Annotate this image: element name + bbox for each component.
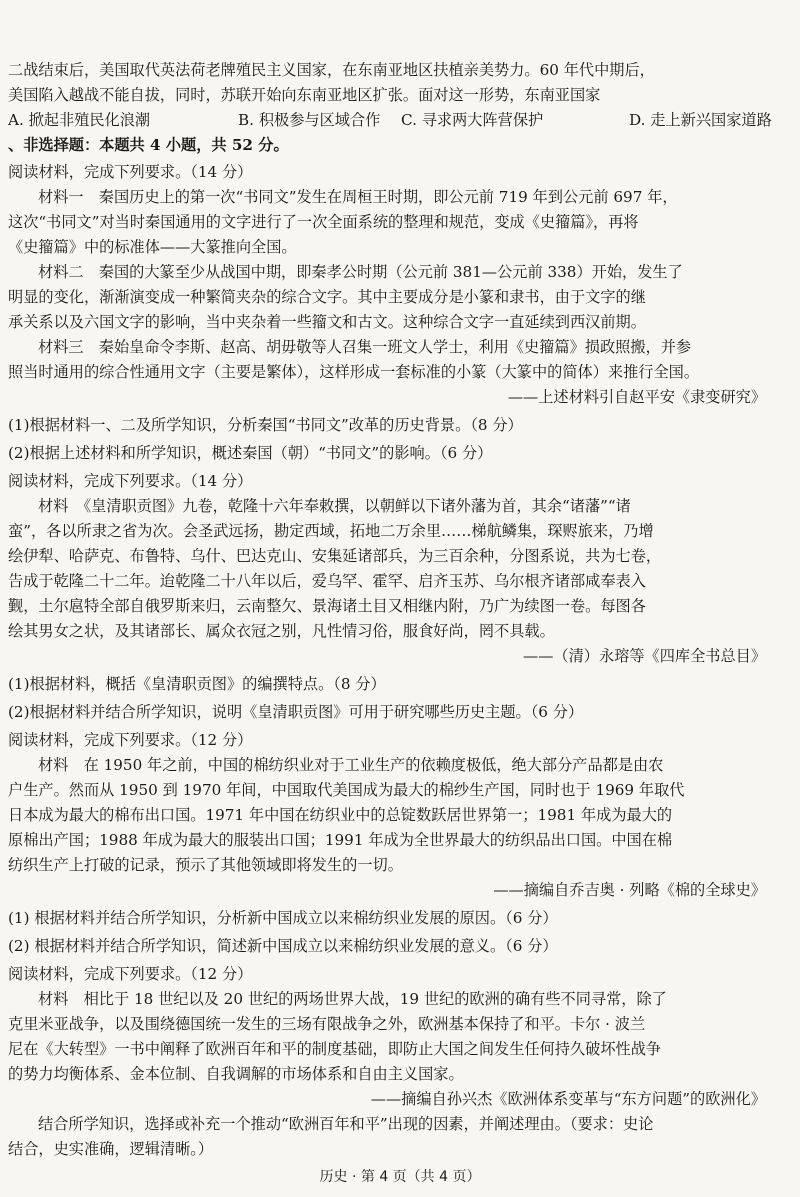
material-source: ——摘编自孙兴杰《欧洲体系变革与“东方问题”的欧洲化》: [370, 1090, 766, 1108]
material-line: 材料二 秦国的大篆至少从战国中期，即秦孝公时期（公元前 381—公元前 338）开始，发生了: [38, 263, 683, 281]
material-line: 告成于乾隆二十二年。迨乾隆二十八年以后，爱乌罕、霍罕、启齐玉苏、乌尔根齐诸部咸奉表入: [8, 572, 646, 590]
question-intro: 阅读材料，完成下列要求。（14 分）: [8, 472, 253, 490]
material-line: 这次“书同文”对当时秦国通用的文字进行了一次全面系统的整理和规范，变成《史籀篇》，再将: [8, 213, 639, 231]
option-a: A. 掀起非殖民化浪潮: [8, 111, 151, 129]
question-intro: 阅读材料，完成下列要求。（14 分）: [8, 163, 253, 181]
material-line: 日本成为最大的棉布出口国。1971 年中国在纺织业中的总锭数跃居世界第一；1981 年成为最大的: [8, 806, 673, 824]
material-line: 克里米亚战争，以及围绕德国统一发生的三场有限战争之外，欧洲基本保持了和平。卡尔 · 波兰: [8, 1015, 646, 1033]
answer-options: [8, 108, 774, 133]
material-line: 材料三 秦始皇命令李斯、赵高、胡毋敬等人召集一班文人学士，利用《史籀篇》损政照搬，并参: [38, 338, 692, 356]
option-b: B. 积极参与区域合作: [238, 111, 381, 129]
material-line: 绘伊犁、哈萨克、布鲁特、乌什、巴达克山、安集延诸部兵，为三百余种，分图系说，共为七卷，: [8, 547, 662, 565]
material-line: 材料 在 1950 年之前，中国的棉纺织业对于工业生产的依赖度极低，绝大部分产品都是由农: [38, 756, 664, 774]
material-line: 觐，土尔扈特全部自俄罗斯来归，云南整欠、景海诸土目又相继内附，乃广为续图一卷。每图各: [8, 597, 646, 615]
material-line: 纺织生产上打破的记录，预示了其他领域即将发生的一切。: [8, 856, 403, 874]
question-block-4: [8, 962, 774, 1162]
sub-question: 结合所学知识，选择或补充一个推动“欧洲百年和平”出现的因素，并阐述理由。（要求：史论: [38, 1115, 654, 1133]
material-line: 材料 相比于 18 世纪以及 20 世纪的两场世界大战，19 世纪的欧洲的确有些不同寻常，除了: [38, 990, 667, 1008]
sub-question: (2)根据上述材料和所学知识，概述秦国（朝）“书同文”的影响。（6 分）: [8, 444, 493, 462]
question-block-1: [8, 160, 774, 466]
sub-question: (1)根据材料，概括《皇清职贡图》的编撰特点。（8 分）: [8, 675, 386, 693]
option-c: C. 寻求两大阵营保护: [401, 111, 544, 129]
multiple-choice-question: [8, 58, 774, 133]
material-line: 原棉出产国；1988 年成为最大的服装出口国；1991 年成为全世界最大的纺织品出口国。中国在棉: [8, 831, 673, 849]
option-d: D. 走上新兴国家道路: [629, 111, 772, 129]
material-line: 照当时通用的综合性通用文字（主要是繁体），这样形成一套标准的小篆（大篆中的简体）来推行全国。: [8, 363, 700, 381]
material-line: 蛮”，各以所隶之省为次。会圣武远扬，勘定西域，拓地二万余里……梯航鳞集，琛赆旅来，乃增: [8, 522, 654, 540]
material-line: 的势力均衡体系、金本位制、自我调解的市场体系和自由主义国家。: [8, 1065, 464, 1083]
question-intro: 阅读材料，完成下列要求。（12 分）: [8, 965, 253, 983]
material-source: ——上述材料引自赵平安《隶变研究》: [507, 388, 766, 406]
material-line: 材料 《皇清职贡图》九卷，乾隆十六年奉敕撰，以朝鲜以下诸外藩为首，其余“诸藩”“诸: [38, 497, 631, 515]
material-line: 材料一 秦国历史上的第一次“书同文”发生在周桓王时期，即公元前 719 年到公元前 697 年，: [38, 188, 678, 206]
material-line: 绘其男女之状，及其诸部长、属众衣冠之别，凡性情习俗，服食好尚，罔不具载。: [8, 622, 555, 640]
sub-question: (2)根据材料并结合所学知识，说明《皇清职贡图》可用于研究哪些历史主题。（6 分）: [8, 703, 584, 721]
question-intro: 阅读材料，完成下列要求。（12 分）: [8, 731, 253, 749]
sub-question: 结合，史实准确，逻辑清晰。）: [8, 1140, 214, 1158]
sub-question: (1) 根据材料并结合所学知识，分析新中国成立以来棉纺织业发展的原因。（6 分）: [8, 909, 558, 927]
question-stem-line: 美国陷入越战不能自拔，同时，苏联开始向东南亚地区扩张。面对这一形势，东南亚国家: [8, 86, 601, 104]
question-block-2: [8, 469, 774, 725]
material-line: 承关系以及六国文字的影响，当中夹杂着一些籀文和古文。这种综合文字一直延续到西汉前期。: [8, 313, 646, 331]
material-line: 尼在《大转型》一书中阐释了欧洲百年和平的制度基础，即防止大国之间发生任何持久破坏性战争: [8, 1040, 662, 1058]
material-source: ——摘编自乔吉奥 · 列略《棉的全球史》: [493, 881, 766, 899]
question-block-3: [8, 728, 774, 959]
material-line: 户生产。然而从 1950 到 1970 年间，中国取代美国成为最大的棉纱生产国，同时也于 1969 年取代: [8, 781, 685, 799]
material-source: ——（清）永瑢等《四库全书总目》: [523, 647, 766, 665]
section-title: 、非选择题：本题共 4 小题，共 52 分。: [8, 136, 289, 154]
sub-question: (2) 根据材料并结合所学知识，简述新中国成立以来棉纺织业发展的意义。（6 分）: [8, 937, 558, 955]
material-line: 《史籀篇》中的标准体——大篆推向全国。: [8, 238, 297, 256]
sub-question: (1)根据材料一、二及所学知识，分析秦国“书同文”改革的历史背景。（8 分）: [8, 416, 523, 434]
page-footer: 历史 · 第 4 页（共 4 页）: [319, 1169, 481, 1185]
material-line: 明显的变化，渐渐演变成一种繁简夹杂的综合文字。其中主要成分是小篆和隶书，由于文字的继: [8, 288, 646, 306]
question-stem-line: 二战结束后，美国取代英法荷老牌殖民主义国家，在东南亚地区扶植亲美势力。60 年代中期后，: [8, 61, 655, 79]
